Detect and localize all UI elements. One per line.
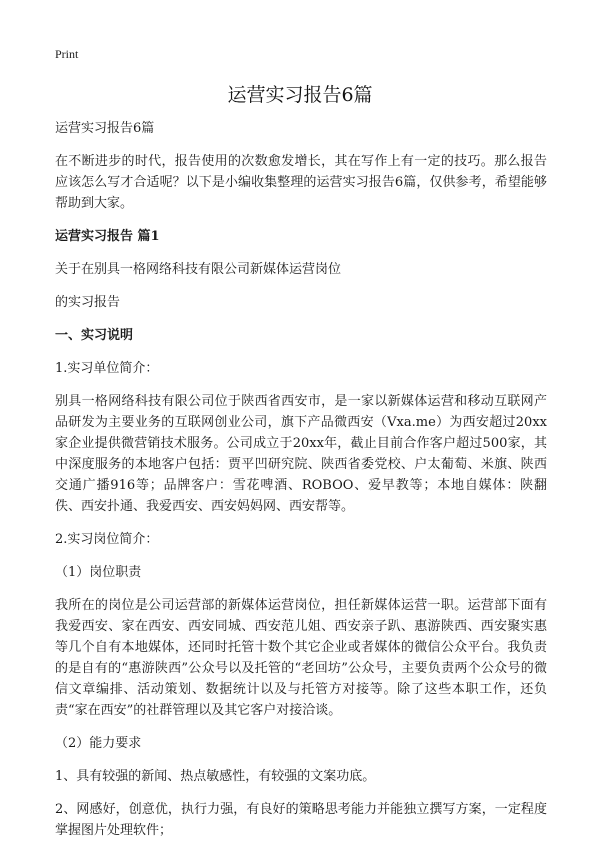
duty-heading: （1）岗位职责 bbox=[55, 565, 142, 580]
unit-intro-heading: 1.实习单位简介： bbox=[55, 361, 159, 376]
intro-paragraph: 在不断进步的时代，报告使用的次数愈发增长，其在写作上有一定的技巧。那么报告应该怎么写才合适呢？以下是小编收集整理的运营实习报告6篇，仅供参考，希望能够帮助到大家。 bbox=[55, 154, 547, 211]
ability-item-1: 1、具有较强的新闻、热点敏感性，有较强的文案功底。 bbox=[55, 769, 376, 784]
company-line: 关于在别具一格网络科技有限公司新媒体运营岗位 bbox=[55, 262, 342, 277]
ability-heading: （2）能力要求 bbox=[55, 736, 142, 751]
job-intro-heading: 2.实习岗位简介： bbox=[55, 532, 159, 547]
print-label: Print bbox=[55, 47, 79, 61]
document-subtitle: 运营实习报告6篇 bbox=[55, 121, 155, 136]
part1-heading: 一、实习说明 bbox=[55, 328, 134, 343]
duty-paragraph: 我所在的岗位是公司运营部的新媒体运营岗位，担任新媒体运营一职。运营部下面有我爱西安、家在西安、西安同城、西安范儿姐、西安亲子趴、惠游陕西、西安聚实惠等几个自有本地媒体，还同时托管十数个其它企业或者媒体的微信公众平台。我负责的是自有的“惠游陕西”公众号以及托管的“老回坊”公众号，主要负责两个公众号的微信文章编排、活动策划、数据统计以及与托管方对接等。除了这些本职工作，还负责“家在西安”的社群管理以及其它客户对接洽谈。 bbox=[55, 598, 547, 718]
section1-heading: 运营实习报告 篇1 bbox=[55, 229, 160, 244]
page-title: 运营实习报告6篇 bbox=[227, 84, 373, 106]
document-body bbox=[55, 118, 547, 841]
ability-item-2: 2、网感好，创意优，执行力强，有良好的策略思考能力并能独立撰写方案，一定程度掌握图片处理软件； bbox=[55, 802, 547, 838]
report-line: 的实习报告 bbox=[55, 295, 121, 310]
unit-intro-paragraph: 别具一格网络科技有限公司位于陕西省西安市，是一家以新媒体运营和移动互联网产品研发为主要业务的互联网创业公司，旗下产品微西安（Vxa.me）为西安超过20xx家企业提供微营销技术服务。公司成立于20xx年，截止目前合作客户超过500家，其中深度服务的本地客户包括：贾平凹研究院、陕西省委党校、户太葡萄、米旗、陕西交通广播916等；品牌客户：雪花啤酒、ROBOO、爱早教等；本地自媒体：陕翻佚、西安扑通、我爱西安、西安妈妈网、西安帮等。 bbox=[55, 394, 547, 514]
